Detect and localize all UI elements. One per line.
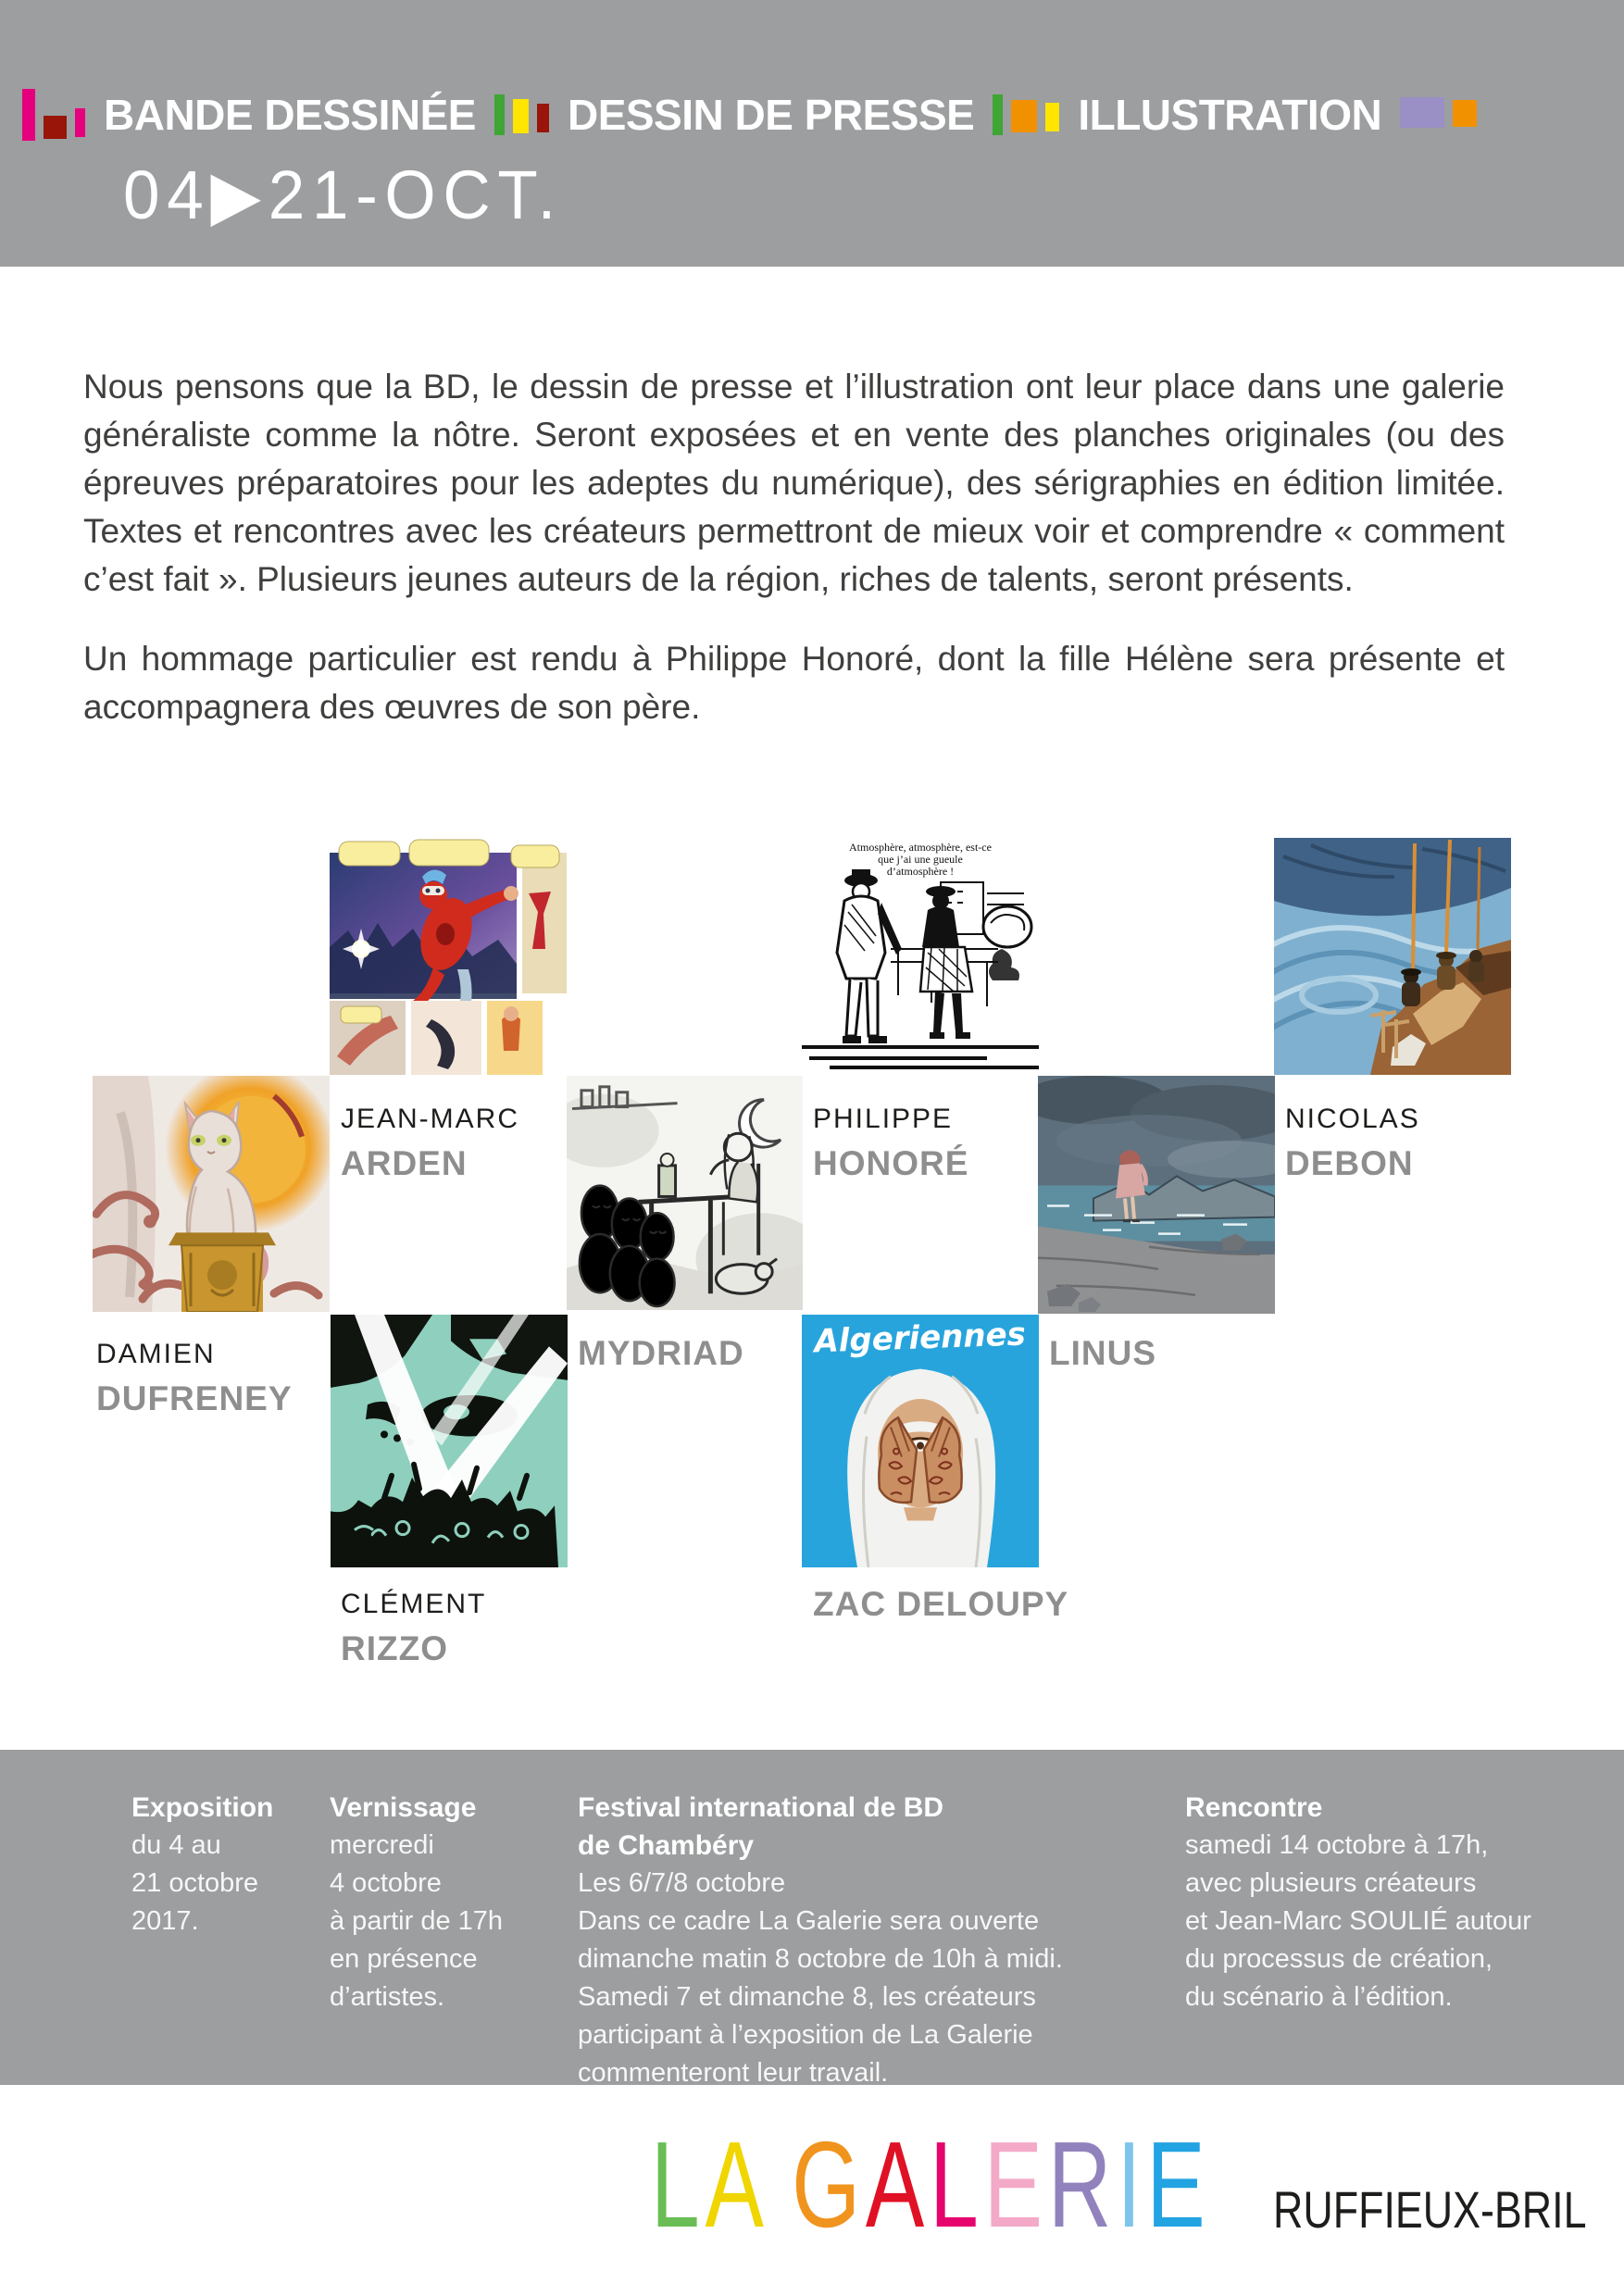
info-line: Samedi 7 et dimanche 8, les créateurs: [578, 1982, 1036, 2012]
info-line: du processus de création,: [1185, 1944, 1493, 1974]
artist-name: ZAC DELOUPY: [813, 1585, 1069, 1623]
info-line: et Jean-Marc SOULIÉ autour: [1185, 1906, 1531, 1936]
info-line: Les 6/7/8 octobre: [578, 1868, 786, 1898]
category-illustration: ILLUSTRATION: [1078, 91, 1382, 139]
info-title: Exposition: [131, 1792, 274, 1823]
info-column-rencontre: [1185, 1789, 1531, 2016]
svg-text:Algeriennes: Algeriennes: [813, 1316, 1027, 1361]
dark-red-small-bar-icon: [537, 104, 549, 132]
header-band: [0, 0, 1624, 267]
artist-caption-mydriad: [578, 1334, 744, 1373]
info-line: dimanche matin 8 octobre de 10h à midi.: [578, 1944, 1063, 1974]
svg-text:d’atmosphère !: d’atmosphère !: [886, 865, 955, 878]
artist-last-name: DEBON: [1285, 1144, 1414, 1182]
intro-paragraph-2: Un hommage particulier est rendu à Philippe Honoré, dont la fille Hélène sera présente et accompagnera des œuvres de son père.: [83, 640, 1505, 726]
pink-bar-icon: [22, 89, 35, 141]
info-title: Vernissage: [330, 1792, 477, 1823]
deco-marks-group-3: [993, 94, 1059, 135]
info-title: Festival international de BD: [578, 1792, 944, 1823]
info-line: 2017.: [131, 1906, 199, 1936]
info-title: Rencontre: [1185, 1792, 1323, 1823]
logo-letter: L: [650, 2116, 700, 2252]
info-line: mercredi: [330, 1830, 434, 1860]
info-line: 21 octobre: [131, 1868, 259, 1898]
logo-letter: G: [792, 2116, 861, 2252]
purple-rect-icon: [1400, 97, 1444, 128]
info-column-vernissage: [330, 1789, 503, 2016]
artist-last-name: RIZZO: [341, 1629, 448, 1667]
category-dessin-de-presse: DESSIN DE PRESSE: [567, 91, 975, 139]
svg-text:Atmosphère, atmosphère, est-ce: Atmosphère, atmosphère, est-ce: [849, 841, 992, 854]
artist-caption-rizzo: [341, 1589, 486, 1668]
artist-caption-debon: [1285, 1104, 1420, 1183]
logo-letter: A: [865, 2116, 925, 2252]
artist-first-name: JEAN-MARC: [341, 1104, 520, 1134]
artwork-deloupy-image: [802, 1315, 1039, 1567]
logo-letter: I: [1117, 2116, 1142, 2252]
artist-caption-deloupy: [813, 1585, 1068, 1624]
artist-caption-dufreney: [96, 1339, 293, 1418]
info-line: du 4 au: [131, 1830, 221, 1860]
artwork-mydriad-image: [567, 1076, 803, 1310]
orange-square-icon: [1011, 100, 1037, 132]
info-title-line-2: de Chambéry: [578, 1830, 755, 1861]
artist-first-name: DAMIEN: [96, 1339, 216, 1369]
artist-caption-arden: [341, 1104, 519, 1183]
svg-text:que j’ai une gueule: que j’ai une gueule: [878, 853, 963, 866]
info-line: du scénario à l’édition.: [1185, 1982, 1453, 2012]
artist-name: LINUS: [1049, 1334, 1156, 1372]
info-line: à partir de 17h: [330, 1906, 504, 1936]
green-bar-icon: [494, 94, 505, 135]
info-line: en présence: [330, 1944, 478, 1974]
artwork-dufreney-image: [93, 1076, 330, 1312]
logo-letter: A: [705, 2116, 764, 2252]
category-headline: [22, 89, 1607, 141]
artist-first-name: CLÉMENT: [341, 1589, 487, 1619]
info-line: d’artistes.: [330, 1982, 445, 2012]
logo-suffix: RUFFIEUX-BRIL: [1272, 2180, 1587, 2239]
info-line: Dans ce cadre La Galerie sera ouverte: [578, 1906, 1040, 1936]
artwork-debon-image: [1274, 838, 1511, 1075]
artist-last-name: DUFRENEY: [96, 1379, 293, 1417]
info-line: 4 octobre: [330, 1868, 442, 1898]
artwork-arden-image: [330, 838, 567, 1075]
intro-paragraph-1: Nous pensons que la BD, le dessin de presse et l’illustration ont leur place dans une galerie généraliste comme la nôtre. Seront exposées et en vente des planches originales (ou des épreuves préparatoires pour les adeptes du numérique), des sérigraphies en édition limitée. Textes et rencontres avec les créateurs permettront de mieux voir et comprendre « comment c’est fait ». Plusieurs jeunes auteurs de la région, riches de talents, seront présents.: [83, 368, 1505, 598]
artist-first-name: PHILIPPE: [813, 1104, 954, 1134]
deco-marks-group-2: [494, 94, 549, 135]
exhibition-dates: 04▶21-OCT.: [123, 156, 563, 233]
artist-last-name: HONORÉ: [813, 1144, 969, 1182]
deco-marks-group-1: [22, 89, 85, 141]
artwork-honore-image: [802, 838, 1039, 1075]
artist-last-name: ARDEN: [341, 1144, 468, 1182]
artist-first-name: NICOLAS: [1285, 1104, 1420, 1134]
logo-letter: R: [1047, 2116, 1112, 2252]
logo-letter: L: [929, 2116, 979, 2252]
yellow-small-bar-icon: [1045, 103, 1059, 131]
info-line: avec plusieurs créateurs: [1185, 1868, 1477, 1898]
info-line: commenteront leur travail.: [578, 2058, 889, 2088]
logo-wordmark: [648, 2116, 1208, 2252]
artist-name: MYDRIAD: [578, 1334, 744, 1372]
info-column-festival: [578, 1789, 1063, 2092]
artist-caption-linus: [1049, 1334, 1156, 1373]
info-band: [0, 1750, 1624, 2088]
artwork-rizzo-image: [331, 1315, 568, 1567]
artwork-linus-image: [1038, 1076, 1275, 1314]
category-bande-dessinee: BANDE DESSINÉE: [104, 91, 476, 139]
gallery-logo: [648, 2116, 1624, 2252]
dark-red-square-icon: [44, 116, 67, 139]
logo-letter: E: [983, 2116, 1043, 2252]
info-line: participant à l’exposition de La Galerie: [578, 2020, 1033, 2050]
info-line: samedi 14 octobre à 17h,: [1185, 1830, 1489, 1860]
pink-small-bar-icon: [75, 108, 85, 137]
yellow-bar-icon: [513, 99, 529, 133]
info-column-exposition: [131, 1789, 273, 1940]
green-bar-icon: [993, 94, 1003, 135]
deco-marks-group-4: [1400, 97, 1477, 132]
orange-square-icon: [1453, 100, 1477, 127]
artist-caption-honore: [813, 1104, 968, 1183]
logo-letter: E: [1146, 2116, 1206, 2252]
